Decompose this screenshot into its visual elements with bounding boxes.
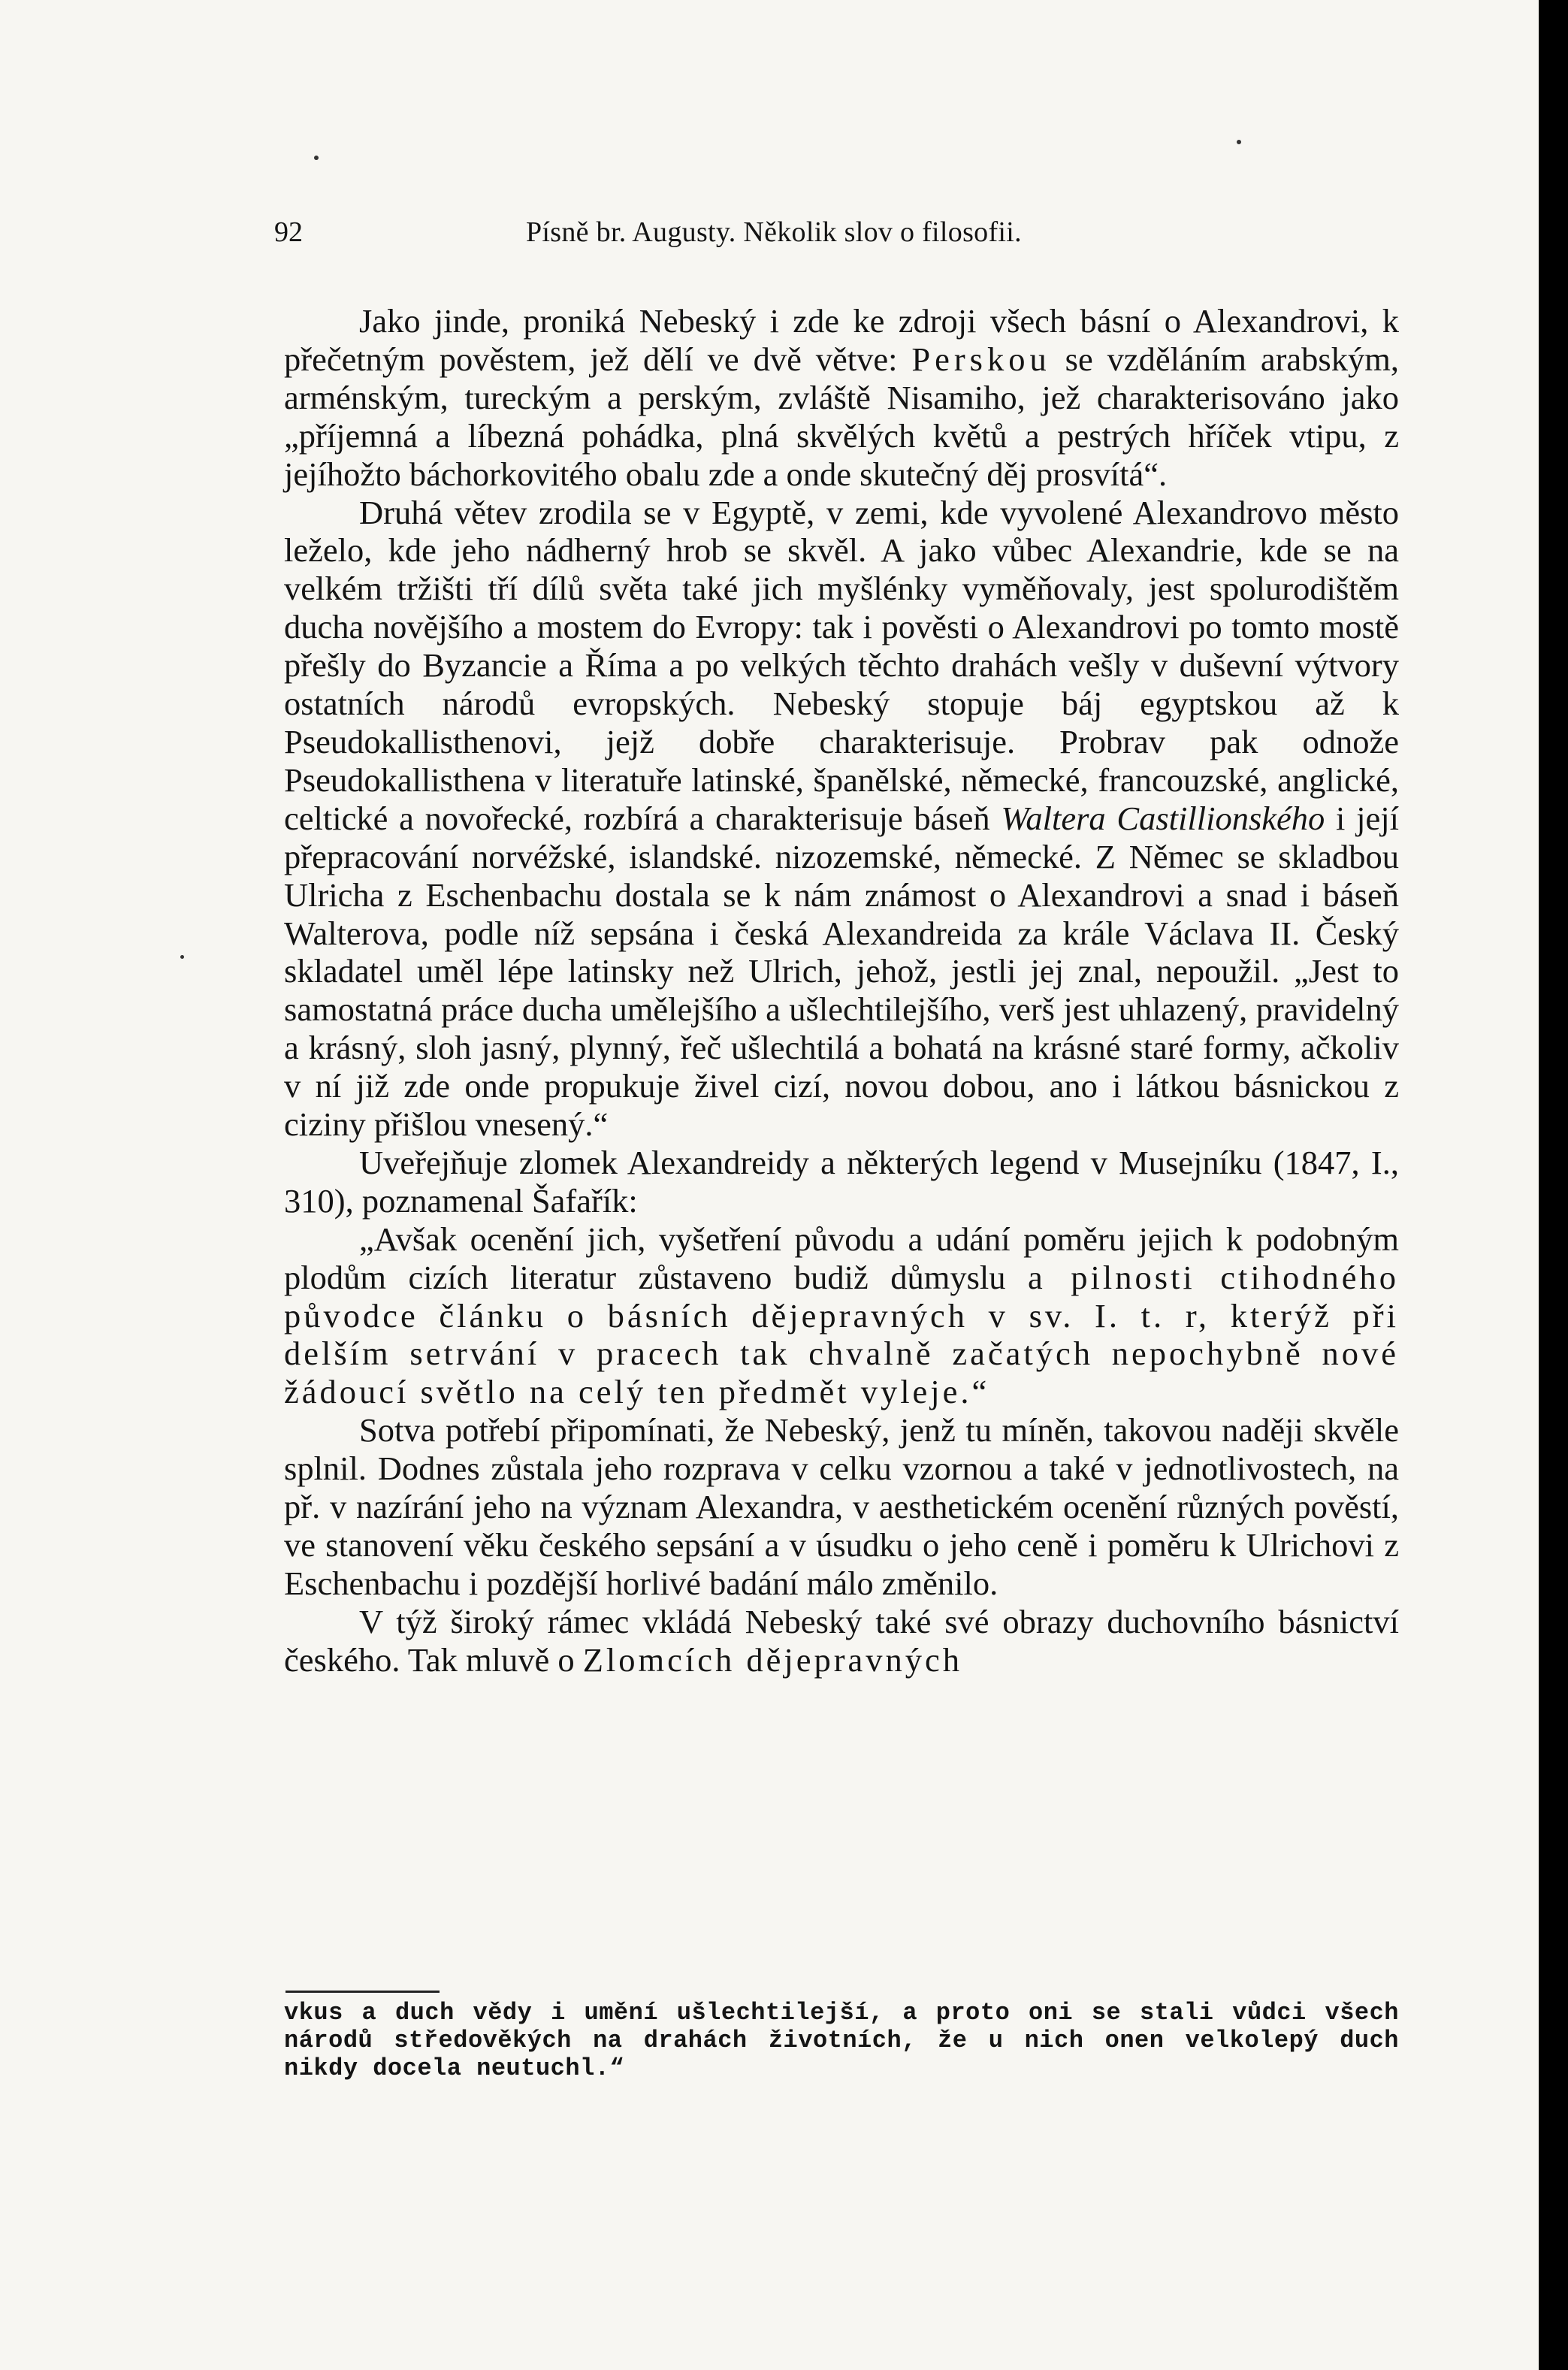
paragraph bbox=[284, 494, 1399, 1144]
footnote-divider bbox=[286, 1991, 440, 1993]
paragraph-text: „Avšak ocenění jich, vyšetření původu a udání poměru jejich k podobným plodům cizích literatur zůstaveno budiž důmyslu bbox=[284, 1220, 1399, 1296]
paragraph-text: Sotva potřebí připomínati, že Nebeský, jenž tu míněn, takovou naději skvěle splnil. Dodnes zůstala jeho rozprava v celku vzornou a také v jednotlivostech, na př. v nazírání jeho na význam Alexandra, v aesthetickém ocenění různých pověstí, ve stanovení věku českého sepsání a v úsudku o jeho ceně i poměru k Ulrichovi z Eschenbachu i pozdější horlivé badání málo změnilo. bbox=[284, 1411, 1399, 1602]
paragraph bbox=[284, 1144, 1399, 1220]
paragraph-text: Druhá větev zrodila se v Egyptě, v zemi, kde vyvolené Alexandrovo město leželo, kde jeho nádherný hrob se skvěl. A jako vůbec Alexandrie, kde se na velkém tržišti tří dílů světa také jich myšlénky vyměňovaly, jest spolurodištěm ducha novějšího a mostem do Evropy: tak i pověsti o Alexandrovi po tomto mostě přešly do Byzancie a Říma a po velkých těchto drahách vešly v duševní výtvory ostatních národů evropských. Nebeský stopuje báj egyptskou až k Pseudokallisthenovi, jejž dobře charakterisuje. Probrav pak odnože Pseudokallisthena v literatuře latinské, španělské, německé, francouzské, anglické, celtické a novořecké, rozbírá a charakterisuje báseň bbox=[284, 493, 1399, 837]
page-header bbox=[274, 216, 1401, 249]
speck-mark bbox=[1237, 140, 1241, 144]
speck-mark bbox=[314, 156, 319, 160]
running-title: Písně br. Augusty. Několik slov o filosofii. bbox=[526, 216, 1022, 248]
paragraph bbox=[284, 1411, 1399, 1603]
paragraph-text: i její přepracování norvéžské, islandské. nizozemské, německé. Z Němec se skladbou Ulricha z Eschenbachu dostala se k nám známost o Alexandrovi a snad i báseň Walterova, podle níž sepsána i česká Alexandreida za krále Václava II. Český skladatel uměl lépe latinsky než Ulrich, jehož, jestli jej znal, nepoužil. „Jest to samostatná práce ducha umělejšího a ušlechtilejšího, verš jest uhlazený, pravidelný a krásný, sloh jasný, plynný, řeč ušlechtilá a bohatá na krásné staré formy, ačkoliv v ní již zde onde propukuje živel cizí, novou dobou, ano i látkou básnickou z ciziny přišlou vnesený.“ bbox=[284, 799, 1400, 1144]
footnote: vkus a duch vědy i umění ušlechtilejší, a proto oni se stali vůdci všech národů středověkých na drahách životních, že u nich onen velkolepý duch nikdy docela neutuchl.“ bbox=[284, 1999, 1399, 2082]
paragraph bbox=[284, 1603, 1399, 1679]
paragraph-text: Uveřejňuje zlomek Alexandreidy a některých legend v Musejníku (1847, I., 310), poznamenal Šafařík: bbox=[284, 1143, 1399, 1220]
paragraph-text: se vzděláním arabským, arménským, tureckým a perským, zvláště Nisamiho, jež charakterisováno jako „příjemná a líbezná pohádka, plná skvělých květů a pestrých hříček vtipu, z jejíhožto báchorkovitého obalu zde a onde skutečný děj prosvítá“. bbox=[284, 340, 1399, 493]
main-text bbox=[284, 302, 1399, 1679]
paragraph bbox=[284, 1220, 1399, 1412]
spaced-quotation: a pilnosti ctihodného původce článku o básních dějepravných v sv. I. t. r, kterýž při delším setrvání v pracech tak chvalně začatých nepochybně nové žádoucí světlo na celý ten předmět vyleje.“ bbox=[284, 1258, 1399, 1411]
italic-title: Waltera Castillionského bbox=[1001, 799, 1325, 837]
spaced-emphasis: Perskou bbox=[911, 340, 1051, 378]
paragraph-text: V týž široký rámec vkládá Nebeský také své obrazy duchovního básnictví českého. Tak mluvě o bbox=[284, 1602, 1399, 1679]
page-number: 92 bbox=[274, 216, 303, 248]
paragraph bbox=[284, 302, 1399, 494]
spaced-emphasis: Zlomcích dějepravných bbox=[582, 1640, 963, 1679]
paragraph-text: Jako jinde, proniká Nebeský i zde ke zdroji všech básní o Alexandrovi, k přečetným pověstem, jež dělí ve dvě větve: bbox=[284, 302, 1399, 378]
speck-mark bbox=[180, 955, 184, 959]
scan-edge bbox=[1539, 0, 1568, 2370]
